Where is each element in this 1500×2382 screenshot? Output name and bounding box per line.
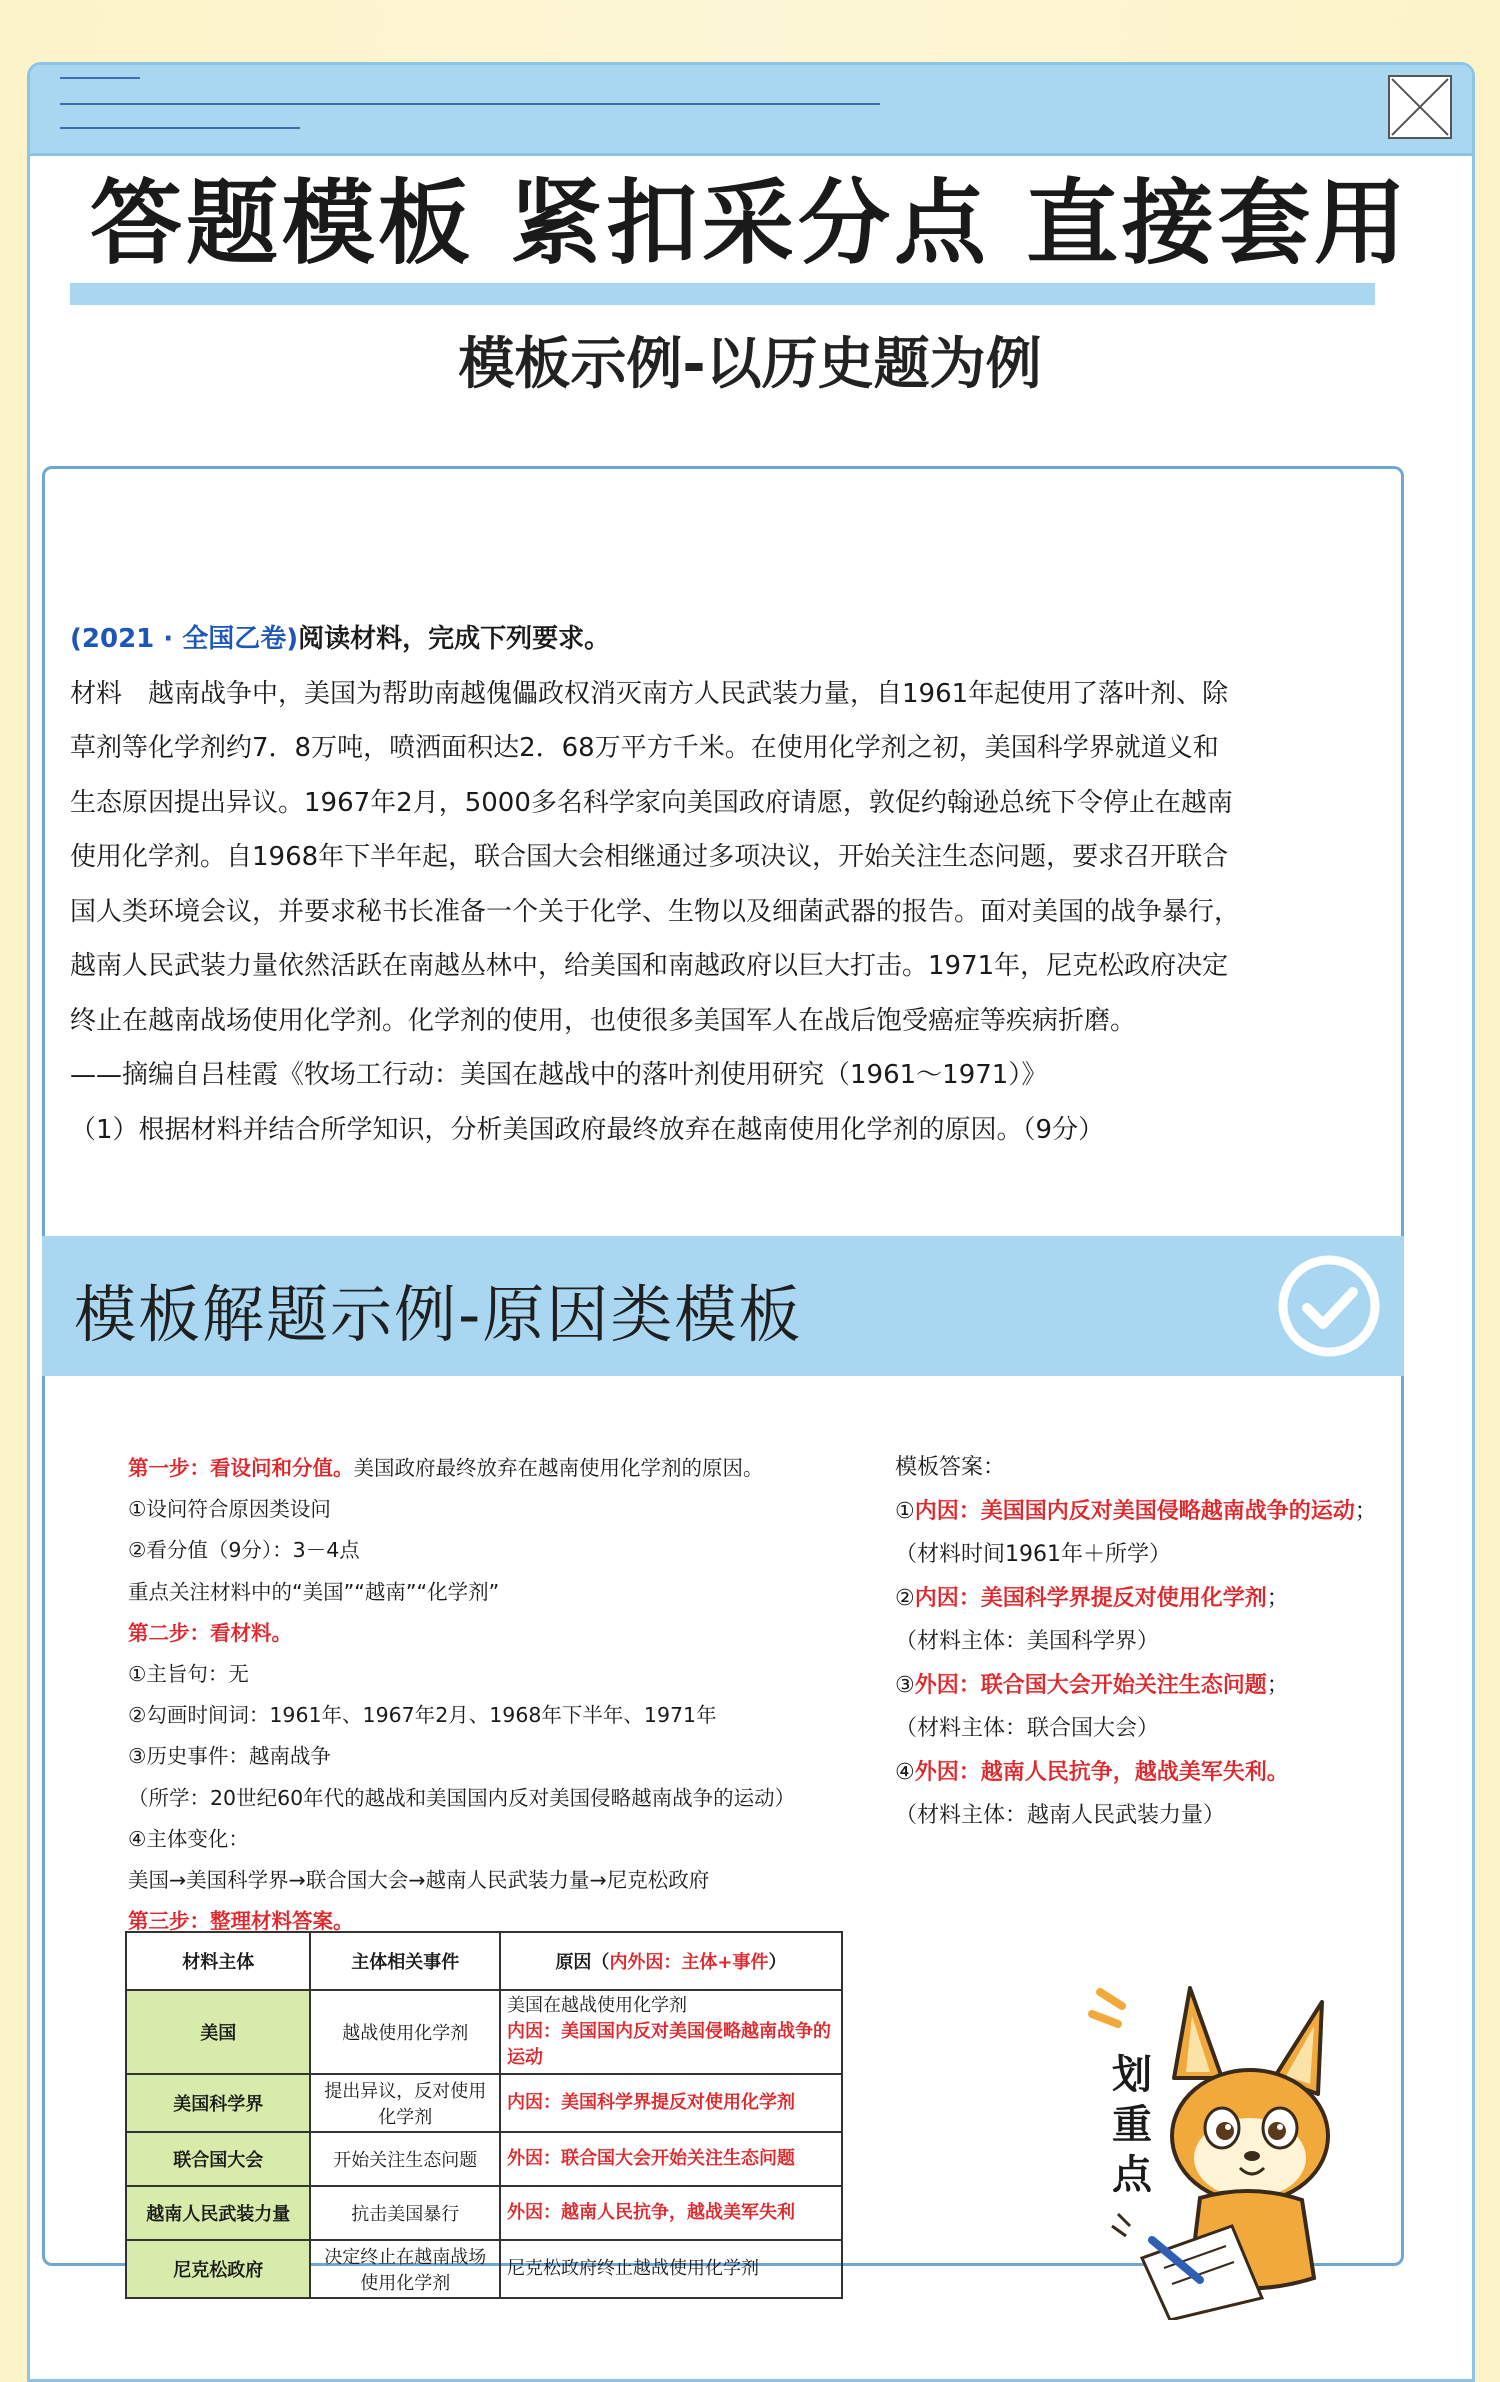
step-item: ③历史事件：越南战争	[128, 1744, 331, 1769]
answer-note: （材料主体：越南人民武装力量）	[895, 1803, 1226, 1828]
answer-num: ①	[895, 1498, 915, 1524]
answer-tail: ；	[1266, 1585, 1289, 1611]
table-row	[126, 2132, 842, 2186]
material-line: 越南人民武装力量依然活跃在南越丛林中，给美国和南越政府以巨大打击。1971年，尼克松政府决定	[70, 951, 1229, 981]
material-line: 使用化学剂。自1968年下半年起，联合国大会相继通过多项决议，开始关注生态问题，要求召开联合	[70, 842, 1229, 872]
table-cell-event: 提出异议，反对使用化学剂	[310, 2074, 500, 2132]
table-cell-subject: 尼克松政府	[126, 2240, 310, 2298]
step-item: （所学：20世纪60年代的越战和美国国内反对美国侵略越南战争的运动）	[128, 1785, 796, 1810]
material-instruction: 阅读材料，完成下列要求。	[298, 624, 611, 654]
reason-red: 外因：联合国大会开始关注生态问题	[506, 2148, 795, 2169]
material-source: (2021 · 全国乙卷)	[70, 624, 299, 654]
answer-item	[895, 1577, 1435, 1621]
section-banner-title: 模板解题示例-原因类模板	[74, 1278, 803, 1351]
table-header-reason-red: 内外因：主体+事件	[609, 1952, 769, 1973]
step-item: ②看分值（9分）：3－4点	[128, 1538, 360, 1563]
table-cell-reason	[500, 2132, 842, 2186]
table-header-reason-prefix: 原因（	[555, 1952, 610, 1973]
table-row	[126, 1990, 842, 2074]
page-title: 答题模板 紧扣采分点 直接套用	[89, 170, 1411, 277]
titlebar-line	[60, 77, 140, 79]
table-header-row	[126, 1932, 842, 1990]
material-line: 材料 越南战争中，美国为帮助南越傀儡政权消灭南方人民武装力量，自1961年起使用了落叶剂、除	[70, 678, 1229, 709]
table-cell-subject: 美国	[126, 1990, 310, 2074]
table-header-reason-suffix: ）	[768, 1952, 787, 1973]
mascot-caption-char: 点	[1112, 2152, 1152, 2198]
answer-point: 内因：美国科学界提反对使用化学剂	[914, 1585, 1267, 1611]
table-header-event: 主体相关事件	[310, 1932, 500, 1990]
material-line: 生态原因提出异议。1967年2月，5000多名科学家向美国政府请愿，敦促约翰逊总统下令停止在越南	[70, 787, 1233, 818]
answer-point: 外因：联合国大会开始关注生态问题	[914, 1672, 1267, 1698]
solution-steps	[128, 1448, 888, 1942]
answer-item	[895, 1664, 1435, 1708]
table-cell-event: 决定终止在越南战场使用化学剂	[310, 2240, 500, 2298]
answer-note: （材料主体：美国科学界）	[895, 1629, 1160, 1654]
reason-black: 美国在越战使用化学剂	[506, 1995, 687, 2016]
material-text	[70, 612, 1360, 1157]
mascot-caption-char: 划	[1112, 2052, 1152, 2098]
title-highlight	[70, 283, 1375, 305]
table-cell-event: 抗击美国暴行	[310, 2186, 500, 2240]
answer-tail: ；	[1266, 1672, 1289, 1698]
table-cell-subject: 联合国大会	[126, 2132, 310, 2186]
table-cell-reason	[500, 2074, 842, 2132]
answer-item	[895, 1490, 1435, 1534]
reason-red: 外因：越南人民抗争，越战美军失利	[506, 2202, 795, 2223]
material-line: 终止在越南战场使用化学剂。化学剂的使用，也使很多美国军人在战后饱受癌症等疾病折磨。	[70, 1005, 1137, 1036]
reason-black: 尼克松政府终止越战使用化学剂	[506, 2258, 759, 2279]
check-circle-icon	[1275, 1252, 1383, 1360]
table-header-reason	[500, 1932, 842, 1990]
step-2-label: 第二步：看材料。	[128, 1620, 292, 1645]
table-cell-reason	[500, 1990, 842, 2074]
material-line: 国人类环境会议，并要求秘书长准备一个关于化学、生物以及细菌武器的报告。面对美国的战争暴行，	[70, 896, 1241, 927]
step-item: 重点关注材料中的“美国”“越南”“化学剂”	[128, 1579, 500, 1604]
answer-item	[895, 1751, 1435, 1795]
table-cell-event: 越战使用化学剂	[310, 1990, 500, 2074]
answer-num: ②	[895, 1585, 915, 1611]
table-cell-subject: 越南人民武装力量	[126, 2186, 310, 2240]
reason-red: 内因：美国科学界提反对使用化学剂	[506, 2092, 795, 2113]
step-3-label: 第三步：整理材料答案。	[128, 1909, 354, 1934]
table-cell-reason	[500, 2186, 842, 2240]
table-row	[126, 2074, 842, 2132]
page-subtitle: 模板示例-以历史题为例	[458, 332, 1042, 397]
answer-template-table	[125, 1931, 843, 2299]
step-1	[128, 1448, 888, 1489]
table-cell-event: 开始关注生态问题	[310, 2132, 500, 2186]
material-source-line	[70, 612, 1360, 667]
titlebar-line	[60, 127, 300, 129]
reason-red: 内因：美国国内反对美国侵略越南战争的运动	[506, 2021, 831, 2068]
answer-note: （材料主体：联合国大会）	[895, 1716, 1160, 1741]
close-x-icon[interactable]	[1388, 75, 1452, 139]
template-answers	[895, 1446, 1435, 1838]
answer-tail: ；	[1354, 1498, 1377, 1524]
question-text: （1）根据材料并结合所学知识，分析美国政府最终放弃在越南使用化学剂的原因。（9分）	[70, 1114, 1105, 1145]
titlebar-line	[60, 103, 880, 105]
material-line: 草剂等化学剂约7．8万吨，喷洒面积达2．68万平方千米。在使用化学剂之初，美国科学界就道义和	[70, 733, 1219, 763]
answer-num: ④	[895, 1759, 915, 1785]
mascot-caption-char: 重	[1112, 2102, 1152, 2148]
table-cell-subject: 美国科学界	[126, 2074, 310, 2132]
table-header-subject: 材料主体	[126, 1932, 310, 1990]
answer-point: 外因：越南人民抗争，越战美军失利。	[914, 1759, 1289, 1785]
step-item: ①设问符合原因类设问	[128, 1497, 331, 1522]
fox-mascot-icon	[1082, 1968, 1342, 2320]
step-1-label: 第一步：看设问和分值。	[128, 1456, 354, 1480]
window-titlebar	[30, 65, 1472, 156]
answers-heading: 模板答案：	[895, 1455, 1006, 1480]
step-item: ①主旨句：无	[128, 1662, 249, 1687]
step-item: 美国→美国科学界→联合国大会→越南人民武装力量→尼克松政府	[128, 1868, 710, 1893]
step-item: ④主体变化：	[128, 1826, 249, 1851]
answer-note: （材料时间1961年＋所学）	[895, 1542, 1171, 1567]
table-row	[126, 2240, 842, 2298]
table-cell-reason	[500, 2240, 842, 2298]
step-1-text: 美国政府最终放弃在越南使用化学剂的原因。	[353, 1456, 764, 1480]
table-row	[126, 2186, 842, 2240]
answer-num: ③	[895, 1672, 915, 1698]
answer-point: 内因：美国国内反对美国侵略越南战争的运动	[914, 1498, 1355, 1524]
material-citation: ——摘编自吕桂霞《牧场工行动：美国在越战中的落叶剂使用研究（1961～1971）》	[70, 1060, 1048, 1090]
step-item: ②勾画时间词：1961年、1967年2月、1968年下半年、1971年	[128, 1703, 717, 1728]
